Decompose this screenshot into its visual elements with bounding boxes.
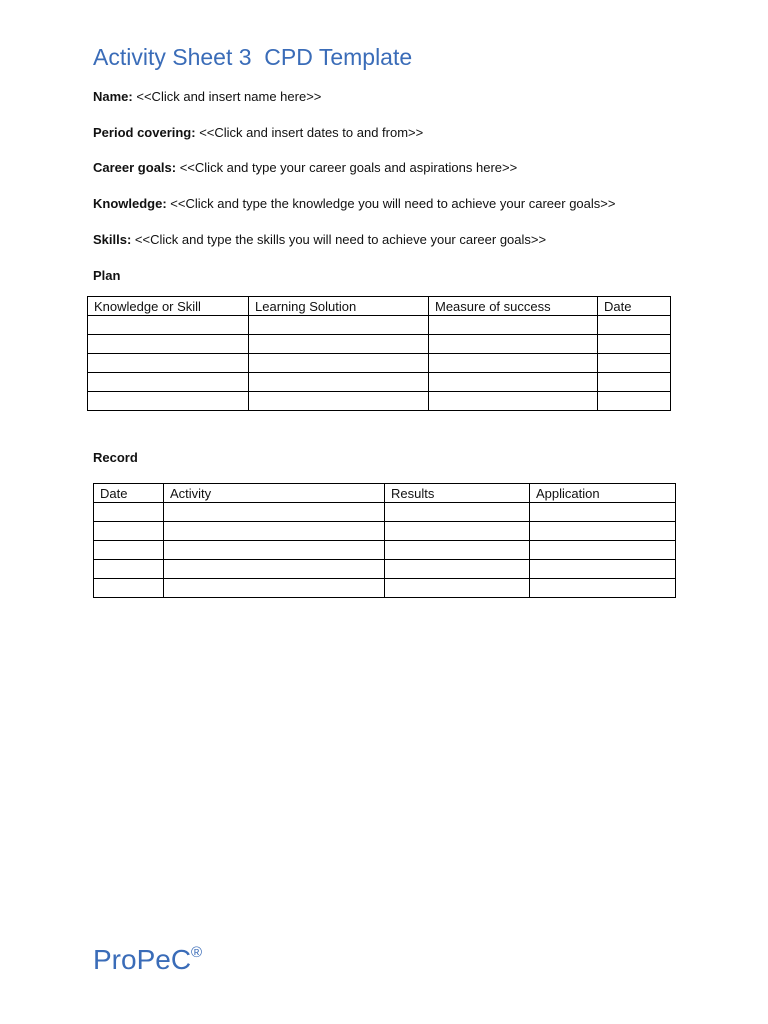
table-row [94,541,676,560]
record-cell[interactable] [385,560,530,579]
record-cell[interactable] [94,522,164,541]
career-goals-placeholder[interactable]: <<Click and type your career goals and aspirations here>> [179,160,518,175]
record-cell[interactable] [164,503,385,522]
plan-cell[interactable] [249,373,429,392]
record-cell[interactable] [530,579,676,598]
table-row [88,335,671,354]
plan-cell[interactable] [429,354,598,373]
plan-cell[interactable] [429,316,598,335]
plan-header-row [88,297,671,316]
record-cell[interactable] [385,503,530,522]
record-col-date: Date [94,484,164,503]
name-field[interactable] [93,89,321,105]
record-cell[interactable] [164,522,385,541]
record-cell[interactable] [94,560,164,579]
record-cell[interactable] [530,522,676,541]
skills-label: Skills: [93,232,132,247]
record-cell[interactable] [385,579,530,598]
period-covering-label: Period covering: [93,125,196,140]
plan-cell[interactable] [598,392,671,411]
record-heading: Record [93,450,138,465]
knowledge-placeholder[interactable]: <<Click and type the knowledge you will need to achieve your career goals>> [170,196,616,211]
record-cell[interactable] [164,579,385,598]
record-cell[interactable] [164,541,385,560]
table-row [88,354,671,373]
career-goals-field[interactable] [93,160,517,176]
plan-table [87,296,671,411]
plan-cell[interactable] [88,373,249,392]
period-covering-field[interactable] [93,125,423,141]
record-cell[interactable] [530,560,676,579]
record-cell[interactable] [385,541,530,560]
table-row [94,579,676,598]
logo-text: ProPeC [93,944,192,975]
plan-cell[interactable] [88,316,249,335]
career-goals-label: Career goals: [93,160,177,175]
plan-col-learning-solution: Learning Solution [249,297,429,316]
skills-placeholder[interactable]: <<Click and type the skills you will need to achieve your career goals>> [134,232,547,247]
plan-cell[interactable] [598,335,671,354]
name-label: Name: [93,89,133,104]
plan-cell[interactable] [598,316,671,335]
table-row [88,316,671,335]
record-col-results: Results [385,484,530,503]
table-row [88,392,671,411]
skills-field[interactable] [93,232,546,248]
plan-col-date: Date [598,297,671,316]
plan-cell[interactable] [429,335,598,354]
plan-cell[interactable] [598,354,671,373]
record-cell[interactable] [94,503,164,522]
plan-cell[interactable] [429,392,598,411]
plan-col-knowledge-or-skill: Knowledge or Skill [88,297,249,316]
name-placeholder[interactable]: <<Click and insert name here>> [136,89,322,104]
propec-logo [93,944,202,976]
table-row [94,503,676,522]
record-cell[interactable] [94,541,164,560]
table-row [94,522,676,541]
plan-cell[interactable] [88,335,249,354]
plan-cell[interactable] [88,354,249,373]
plan-cell[interactable] [88,392,249,411]
record-header-row [94,484,676,503]
record-cell[interactable] [94,579,164,598]
plan-cell[interactable] [249,354,429,373]
record-cell[interactable] [385,522,530,541]
registered-mark: ® [191,944,203,961]
table-row [94,560,676,579]
knowledge-label: Knowledge: [93,196,167,211]
page-title: Activity Sheet 3 CPD Template [93,44,413,70]
record-col-activity: Activity [164,484,385,503]
plan-cell[interactable] [249,392,429,411]
record-table [93,483,676,598]
record-col-application: Application [530,484,676,503]
record-cell[interactable] [530,503,676,522]
plan-cell[interactable] [249,335,429,354]
record-cell[interactable] [164,560,385,579]
knowledge-field[interactable] [93,196,615,212]
plan-heading: Plan [93,268,121,283]
plan-cell[interactable] [249,316,429,335]
plan-cell[interactable] [429,373,598,392]
plan-col-measure-of-success: Measure of success [429,297,598,316]
plan-cell[interactable] [598,373,671,392]
record-cell[interactable] [530,541,676,560]
table-row [88,373,671,392]
period-covering-placeholder[interactable]: <<Click and insert dates to and from>> [199,125,424,140]
